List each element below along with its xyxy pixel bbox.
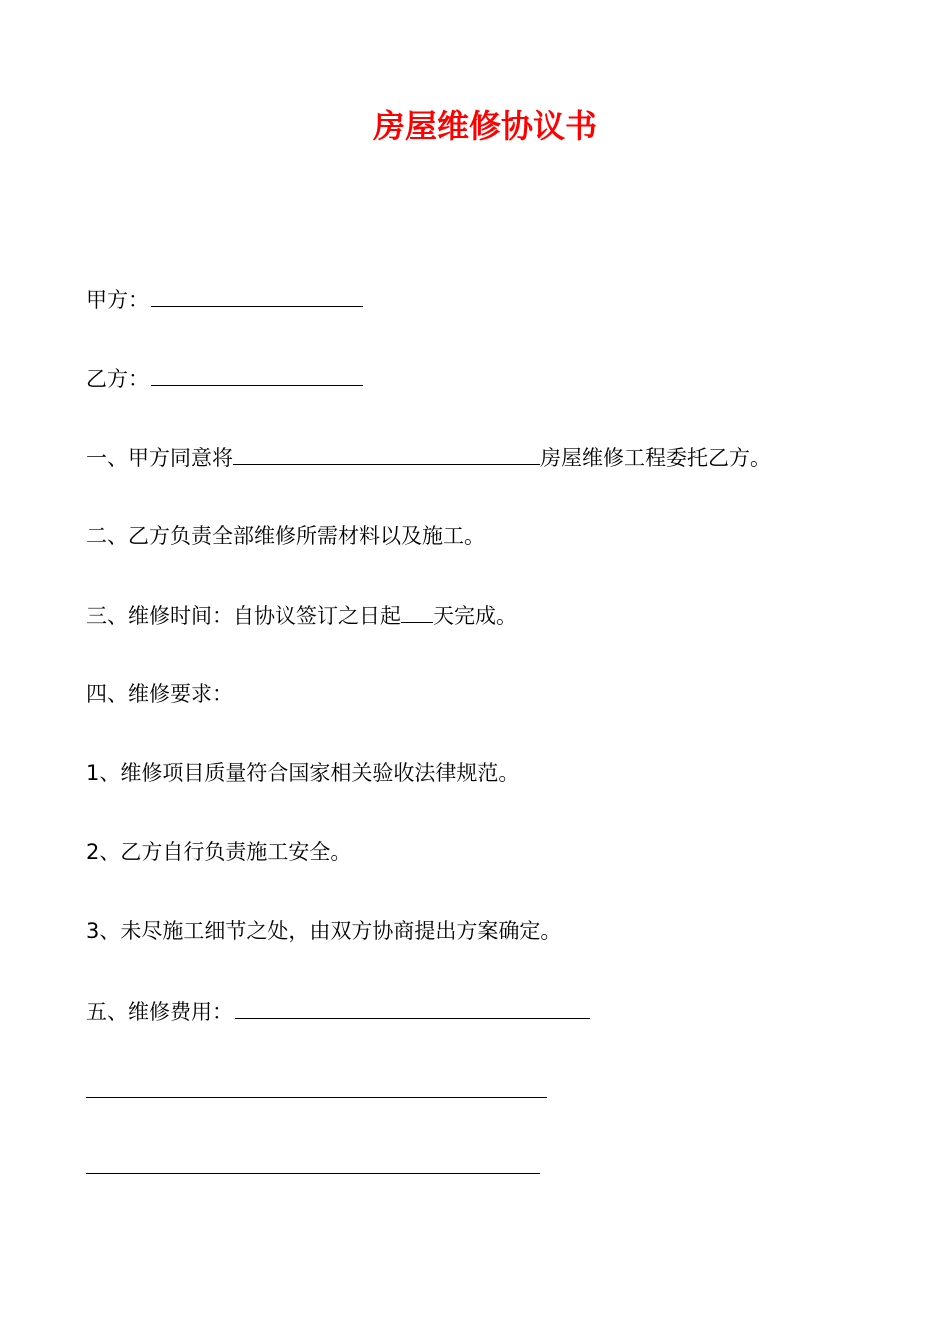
- clause-4: 四、维修要求：: [86, 682, 233, 706]
- fee-continuation-line[interactable]: [86, 1173, 540, 1174]
- requirement-item: 2、乙方自行负责施工安全。: [86, 840, 352, 864]
- party-a-line: [86, 284, 363, 315]
- requirement-item: 1、维修项目质量符合国家相关验收法律规范。: [86, 761, 520, 785]
- fee-continuation-line[interactable]: [86, 1097, 547, 1098]
- clause-5-label: 五、维修费用：: [86, 1000, 233, 1024]
- clause-1-prefix: 一、甲方同意将: [86, 446, 233, 470]
- party-b-line: [86, 363, 363, 394]
- requirement-item: 3、未尽施工细节之处，由双方协商提出方案确定。: [86, 919, 562, 943]
- property-address-blank[interactable]: [233, 442, 540, 465]
- party-a-blank[interactable]: [151, 284, 363, 307]
- clause-1: [86, 442, 771, 473]
- party-b-blank[interactable]: [151, 363, 363, 386]
- document-title: 房屋维修协议书: [372, 107, 597, 145]
- party-b-label: 乙方：: [86, 367, 149, 391]
- clause-3: [86, 600, 517, 631]
- fee-blank[interactable]: [235, 996, 590, 1019]
- days-blank[interactable]: [401, 600, 433, 623]
- clause-2: 二、乙方负责全部维修所需材料以及施工。: [86, 524, 485, 548]
- clause-3-prefix: 三、维修时间：自协议签订之日起: [86, 604, 401, 628]
- clause-3-suffix: 天完成。: [433, 604, 517, 628]
- party-a-label: 甲方：: [86, 288, 149, 312]
- clause-5: [86, 996, 590, 1027]
- clause-1-suffix: 房屋维修工程委托乙方。: [540, 446, 771, 470]
